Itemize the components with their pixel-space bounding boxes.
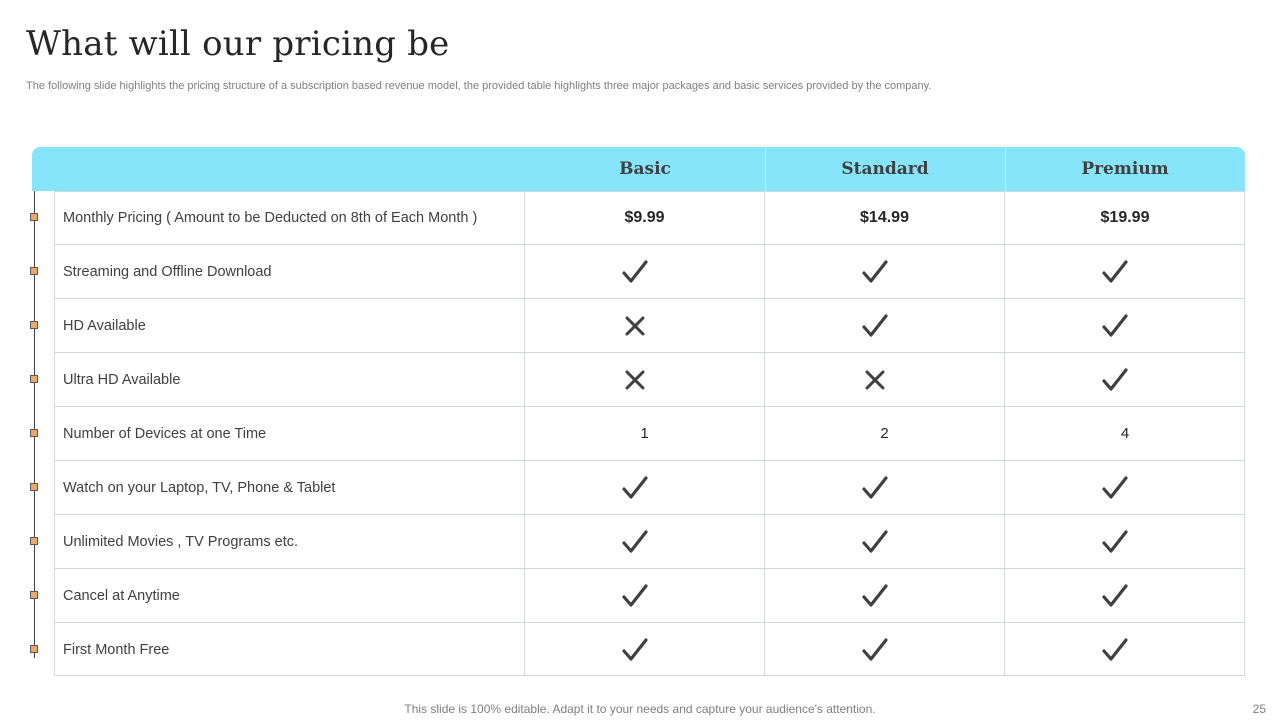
feature-label: Streaming and Offline Download [54, 245, 525, 298]
table-row [54, 461, 1245, 515]
basic-cross-icon [525, 353, 765, 406]
column-header-standard: Standard [841, 159, 929, 179]
standard-value: $14.99 [860, 208, 909, 226]
premium-cell [1005, 407, 1245, 460]
premium-check-icon [1005, 299, 1245, 352]
basic-cross-icon [525, 299, 765, 352]
standard-check-icon [765, 461, 1005, 514]
standard-value: 2 [880, 425, 889, 442]
table-row [54, 299, 1245, 353]
check-icon [622, 260, 648, 284]
premium-check-icon [1005, 461, 1245, 514]
check-icon [1102, 260, 1128, 284]
timeline-marker [30, 537, 38, 545]
timeline-marker [30, 375, 38, 383]
check-icon [862, 638, 888, 662]
check-icon [622, 476, 648, 500]
table-row [54, 515, 1245, 569]
premium-check-icon [1005, 569, 1245, 622]
check-icon [622, 584, 648, 608]
basic-check-icon [525, 515, 765, 568]
check-icon [622, 638, 648, 662]
footer-note: This slide is 100% editable. Adapt it to your needs and capture your audience's attention. [404, 702, 876, 716]
check-icon [1102, 530, 1128, 554]
table-row [54, 245, 1245, 299]
premium-check-icon [1005, 623, 1245, 676]
timeline-marker [30, 321, 38, 329]
premium-value: 4 [1120, 425, 1130, 442]
basic-value: $9.99 [624, 208, 665, 226]
check-icon [1102, 368, 1128, 392]
timeline-marker [30, 483, 38, 491]
standard-check-icon [765, 299, 1005, 352]
basic-check-icon [525, 569, 765, 622]
feature-label: Number of Devices at one Time [54, 407, 525, 460]
standard-check-icon [765, 623, 1005, 676]
premium-value: $19.99 [1100, 208, 1150, 226]
table-row [54, 569, 1245, 623]
premium-check-icon [1005, 515, 1245, 568]
feature-label: First Month Free [54, 623, 525, 676]
check-icon [862, 584, 888, 608]
check-icon [862, 260, 888, 284]
check-icon [1102, 584, 1128, 608]
timeline-line [34, 191, 35, 658]
check-icon [1102, 638, 1128, 662]
basic-check-icon [525, 623, 765, 676]
table-row [54, 623, 1245, 677]
check-icon [862, 314, 888, 338]
cross-icon [624, 315, 646, 337]
premium-cell [1005, 191, 1245, 244]
timeline-marker [30, 429, 38, 437]
standard-cross-icon [765, 353, 1005, 406]
page-number: 25 [1252, 702, 1266, 716]
column-header-basic: Basic [619, 159, 671, 179]
basic-cell [525, 407, 765, 460]
basic-value: 1 [640, 425, 649, 442]
premium-check-icon [1005, 353, 1245, 406]
column-header-premium: Premium [1081, 159, 1169, 179]
cross-icon [624, 369, 646, 391]
check-icon [862, 530, 888, 554]
check-icon [1102, 476, 1128, 500]
basic-check-icon [525, 461, 765, 514]
check-icon [862, 476, 888, 500]
standard-check-icon [765, 515, 1005, 568]
timeline-marker [30, 591, 38, 599]
standard-check-icon [765, 569, 1005, 622]
feature-label: Watch on your Laptop, TV, Phone & Tablet [54, 461, 525, 514]
check-icon [622, 530, 648, 554]
table-row [54, 407, 1245, 461]
timeline-marker [30, 645, 38, 653]
feature-label: Monthly Pricing ( Amount to be Deducted on 8th of Each Month ) [54, 191, 525, 244]
premium-check-icon [1005, 245, 1245, 298]
check-icon [1102, 314, 1128, 338]
timeline-marker [30, 267, 38, 275]
feature-label: Unlimited Movies , TV Programs etc. [54, 515, 525, 568]
page-title: What will our pricing be [26, 24, 450, 64]
table-row [54, 353, 1245, 407]
standard-cell [765, 407, 1005, 460]
table-row [54, 191, 1245, 245]
feature-label: HD Available [54, 299, 525, 352]
basic-cell [525, 191, 765, 244]
feature-label: Ultra HD Available [54, 353, 525, 406]
basic-check-icon [525, 245, 765, 298]
standard-cell [765, 191, 1005, 244]
cross-icon [864, 369, 886, 391]
page-subtitle: The following slide highlights the pricing structure of a subscription based revenue model, the provided table highlights three major packages and basic services provided by the company. [26, 80, 932, 92]
timeline-marker [30, 213, 38, 221]
feature-label: Cancel at Anytime [54, 569, 525, 622]
standard-check-icon [765, 245, 1005, 298]
